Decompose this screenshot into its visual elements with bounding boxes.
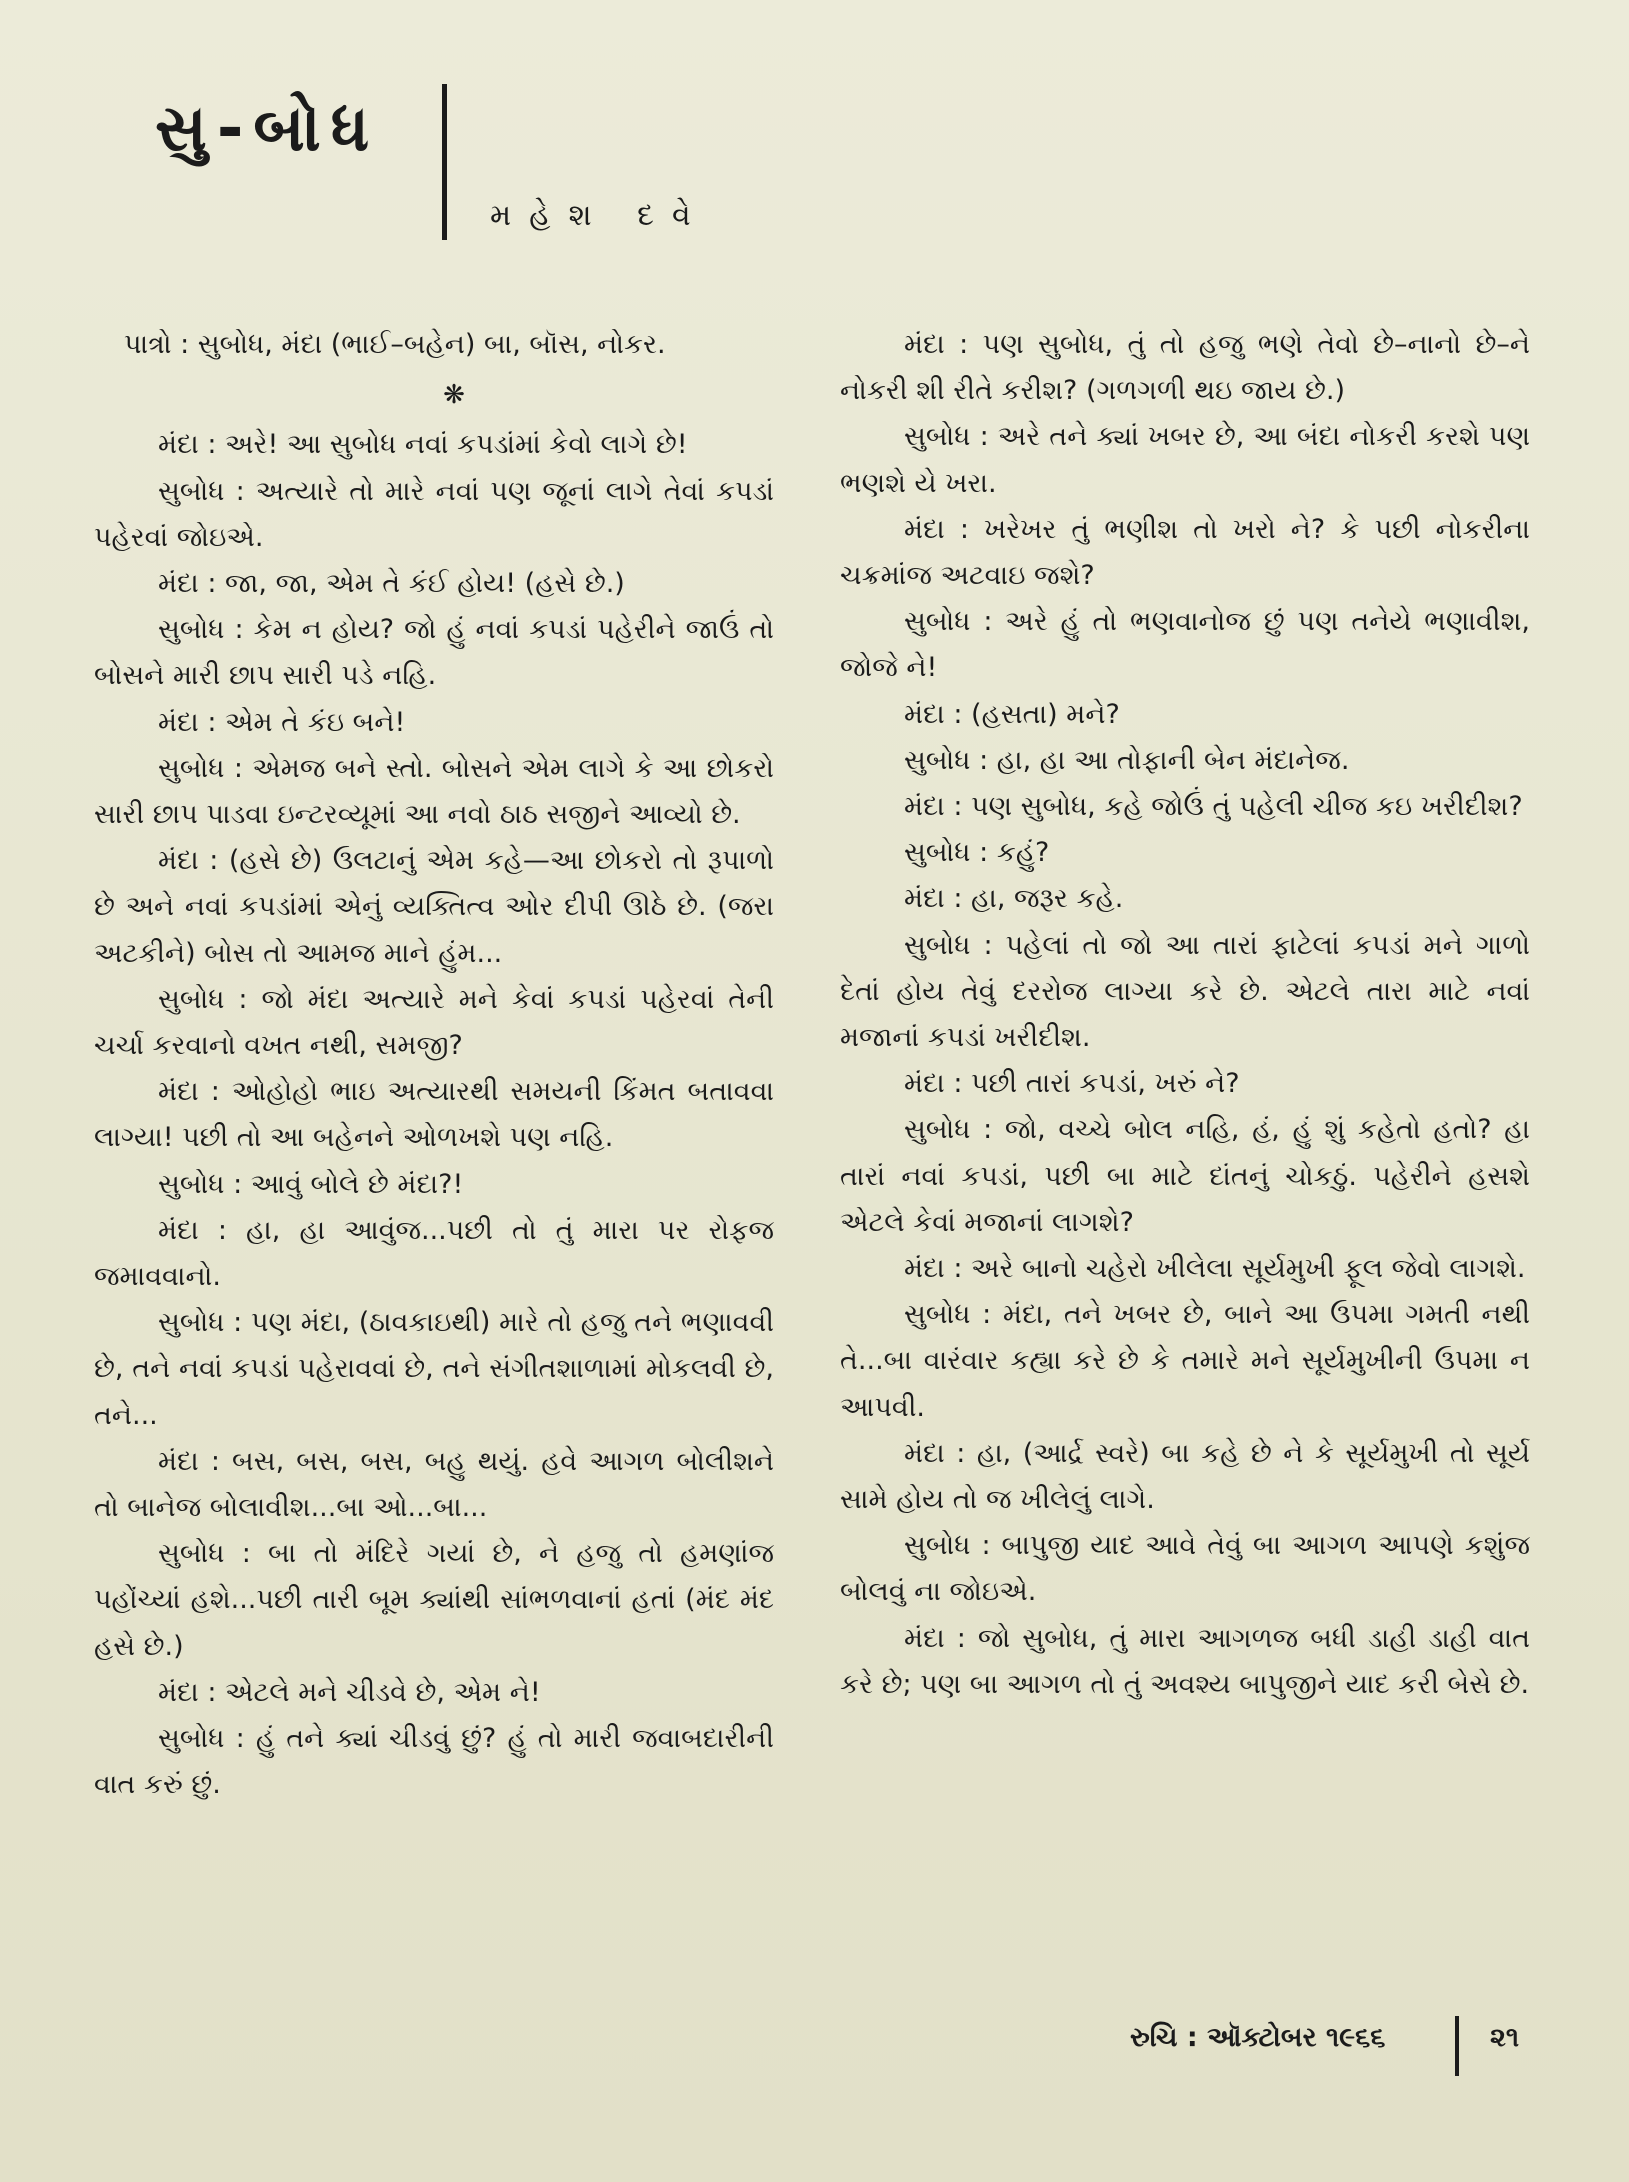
right-dialogue	[840, 322, 1530, 1708]
left-dialogue	[94, 422, 774, 1808]
dialogue-paragraph: સુબોધ : કહું?	[904, 837, 1050, 869]
dialogue-paragraph: મંદા : પણ સુબોધ, કહે જોઉં તું પહેલી ચીજ કઇ ખરીદીશ?	[904, 791, 1523, 823]
dialogue-paragraph: સુબોધ : જો, વચ્ચે બોલ નહિ, હં, હું શું કહેતો હતો? હા તારાં નવાં કપડાં, પછી બા માટે દાંતનું ચોકઠું. પહેરીને હસશે એટલે કેવાં મજાનાં લાગશે?	[840, 1114, 1530, 1238]
dialogue-paragraph: સુબોધ : હું તને ક્યાં ચીડવું છું? હું તો મારી જવાબદારીની વાત કરું છું.	[94, 1723, 774, 1801]
separator-ornament: ❋	[443, 380, 465, 411]
dialogue-paragraph: મંદા : એટલે મને ચીડવે છે, એમ ને!	[158, 1676, 541, 1708]
dialogue-paragraph: મંદા : પછી તારાં કપડાં, ખરું ને?	[904, 1068, 1240, 1100]
left-column	[94, 322, 774, 1809]
dialogue-paragraph: મંદા : બસ, બસ, બસ, બહુ થયું. હવે આગળ બોલીશને તો બાનેજ બોલાવીશ...બા ઓ...બા...	[94, 1445, 774, 1524]
dialogue-paragraph: સુબોધ : બા તો મંદિરે ગયાં છે, ને હજુ તો હમણાંજ પહોંચ્યાં હશે...પછી તારી બૂમ ક્યાંથી સાંભળવાનાં હતાં (મંદ મંદ હસે છે.)	[94, 1538, 774, 1662]
characters-line: પાત્રો : સુબોધ, મંદા (ભાઈ–બહેન) બા, બૉસ, નોકર.	[124, 329, 666, 360]
dialogue-paragraph: મંદા : હા, (આર્દ્ર સ્વરે) બા કહે છે ને કે સૂર્યમુખી તો સૂર્ય સામે હોય તો જ ખીલેલું લાગે.	[840, 1437, 1530, 1516]
dialogue-paragraph: સુબોધ : પણ મંદા, (ઠાવકાઇથી) મારે તો હજુ તને ભણાવવી છે, તને નવાં કપડાં પહેરાવવાં છે, તને સંગીતશાળામાં મોકલવી છે, તને...	[94, 1307, 774, 1431]
dialogue-paragraph: સુબોધ : જો મંદા અત્યારે મને કેવાં કપડાં પહેરવાં તેની ચર્ચા કરવાનો વખત નથી, સમજી?	[94, 983, 774, 1062]
dialogue-paragraph: સુબોધ : અત્યારે તો મારે નવાં પણ જૂનાં લાગે તેવાં કપડાં પહેરવાં જોઇએ.	[94, 475, 774, 553]
dialogue-paragraph: મંદા : હા, હા આવુંજ...પછી તો તું મારા પર રોફજ જમાવવાનો.	[94, 1214, 774, 1293]
dialogue-paragraph: મંદા : જા, જા, એમ તે કંઈ હોય! (હસે છે.)	[158, 568, 625, 600]
dialogue-paragraph: સુબોધ : આવું બોલે છે મંદા?!	[158, 1168, 464, 1200]
dialogue-paragraph: સુબોધ : બાપુજી યાદ આવે તેવું બા આગળ આપણે કશુંજ બોલવું ના જોઇએ.	[840, 1530, 1530, 1608]
dialogue-paragraph: મંદા : અરે! આ સુબોધ નવાં કપડાંમાં કેવો લાગે છે!	[158, 429, 688, 461]
dialogue-paragraph: મંદા : હા, જરૂર કહે.	[904, 883, 1124, 915]
dialogue-paragraph: સુબોધ : એમજ બને સ્તો. બોસને એમ લાગે કે આ છોકરો સારી છાપ પાડવા ઇન્ટરવ્યૂમાં આ નવો ઠાઠ સજીને આવ્યો છે.	[94, 752, 774, 831]
right-column	[840, 322, 1530, 1708]
footer-magazine-issue: રુચિ : ઑક્ટોબર ૧૯૬૬	[1130, 2022, 1386, 2053]
dialogue-paragraph: મંદા : પણ સુબોધ, તું તો હજુ ભણે તેવો છે–નાનો છે–ને નોકરી શી રીતે કરીશ? (ગળગળી થઇ જાય છે.)	[840, 329, 1530, 407]
dialogue-paragraph: મંદા : ખરેખર તું ભણીશ તો ખરો ને? કે પછી નોકરીના ચક્રમાંજ અટવાઇ જશે?	[840, 513, 1530, 592]
dialogue-paragraph: મંદા : એમ તે કંઇ બને!	[158, 706, 406, 738]
dialogue-paragraph: સુબોધ : અરે હું તો ભણવાનોજ છું પણ તનેયે ભણાવીશ, જોજે ને!	[840, 606, 1530, 684]
dialogue-paragraph: મંદા : જો સુબોધ, તું મારા આગળજ બધી ડાહી ડાહી વાત કરે છે; પણ બા આગળ તો તું અવશ્ય બાપુજીને યાદ કરી બેસે છે.	[840, 1622, 1530, 1700]
dialogue-paragraph: મંદા : અરે બાનો ચહેરો ખીલેલા સૂર્યમુખી ફૂલ જેવો લાગશે.	[904, 1253, 1526, 1285]
dialogue-paragraph: સુબોધ : અરે તને ક્યાં ખબર છે, આ બંદા નોકરી કરશે પણ ભણશે યે ખરા.	[840, 421, 1530, 499]
dialogue-paragraph: સુબોધ : કેમ ન હોય? જો હું નવાં કપડાં પહેરીને જાઉં તો બોસને મારી છાપ સારી પડે નહિ.	[94, 614, 774, 692]
page-number: ૨૧	[1490, 2022, 1520, 2053]
dialogue-paragraph: સુબોધ : મંદા, તને ખબર છે, બાને આ ઉપમા ગમતી નથી તે...બા વારંવાર કહ્યા કરે છે કે તમારે મને સૂર્યમુખીની ઉપમા ન આપવી.	[840, 1299, 1530, 1423]
title-divider	[442, 84, 447, 240]
play-title: સુ-બોધ	[155, 92, 380, 166]
author-name: મહેશ દવે	[490, 198, 709, 233]
footer-divider	[1455, 2016, 1459, 2076]
dialogue-paragraph: મંદા : ઓહોહો ભાઇ અત્યારથી સમયની કિંમત બતાવવા લાગ્યા! પછી તો આ બહેનને ઓળખશે પણ નહિ.	[94, 1076, 774, 1154]
dialogue-paragraph: મંદા : (હસતા) મને?	[904, 698, 1120, 730]
dialogue-paragraph: મંદા : (હસે છે) ઉલટાનું એમ કહે—આ છોકરો તો રૂપાળો છે અને નવાં કપડાંમાં એનું વ્યક્તિત્વ ઓર દીપી ઊઠે છે. (જરા અટકીને) બોસ તો આમજ માને હુંમ...	[94, 845, 774, 969]
dialogue-paragraph: સુબોધ : હા, હા આ તોફાની બેન મંદાનેજ.	[904, 744, 1350, 776]
dialogue-paragraph: સુબોધ : પહેલાં તો જો આ તારાં ફાટેલાં કપડાં મને ગાળો દેતાં હોય તેવું દરરોજ લાગ્યા કરે છે. એટલે તારા માટે નવાં મજાનાં કપડાં ખરીદીશ.	[840, 929, 1530, 1054]
